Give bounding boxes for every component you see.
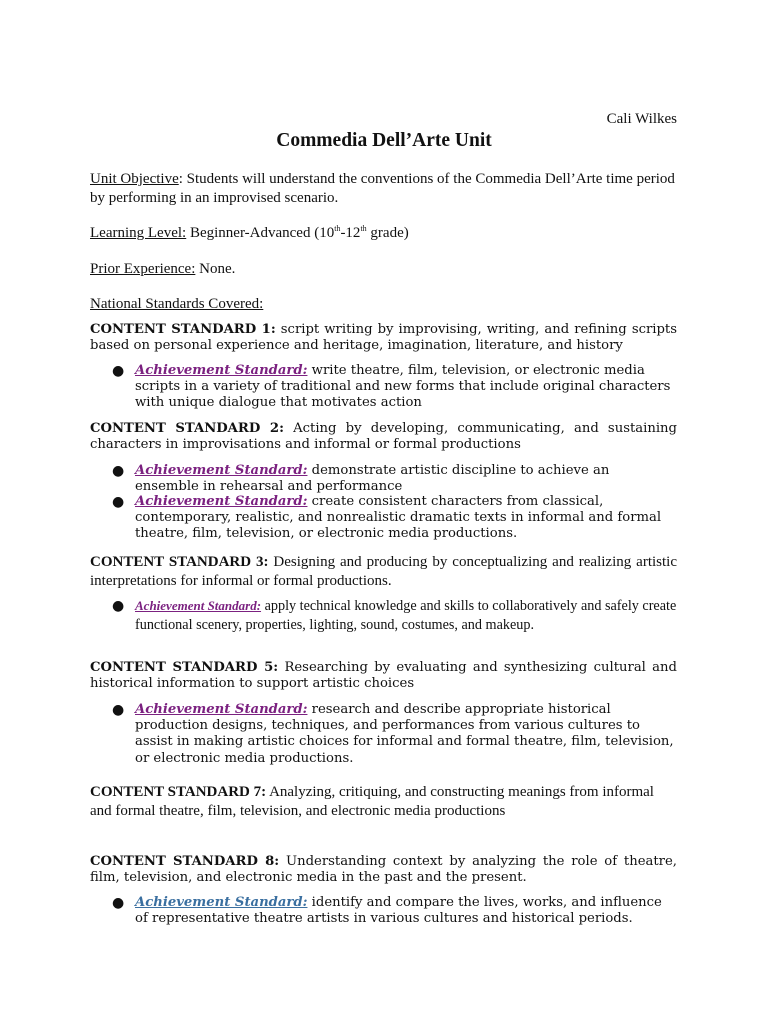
national-standards-heading	[90, 295, 677, 314]
achievement-label: Achievement Standard:	[135, 598, 262, 613]
content-standard-label: CONTENT STANDARD 3:	[90, 554, 269, 570]
achievement-description: create consistent characters from classical, contemporary, realistic, and nonrealistic dramatic texts in informal and formal theatre, film, television, or electronic media productions.	[135, 494, 662, 542]
content-standard-3	[90, 553, 677, 590]
achievement-description: identify and compare the lives, works, and influence of representative theatre artists in various cultures and historical periods.	[135, 895, 662, 927]
achievement-label: Achievement Standard:	[135, 494, 308, 509]
learning-level	[90, 224, 677, 243]
content-standard-7	[90, 783, 677, 820]
bullet-icon: ●	[112, 598, 125, 614]
content-standard-label: CONTENT STANDARD 5:	[90, 660, 279, 675]
bullet-icon: ●	[112, 702, 125, 718]
content-standard-8	[90, 854, 677, 886]
unit-objective-label: Unit Objective	[90, 171, 179, 187]
achievement-label: Achievement Standard:	[135, 895, 308, 910]
content-standard-text: Analyzing, critiquing, and constructing meanings from informal and formal theatre, film, television, and electronic media productions	[90, 784, 654, 819]
unit-objective	[90, 170, 677, 207]
bullet-icon: ●	[112, 463, 125, 479]
prior-experience-label: Prior Experience:	[90, 261, 196, 277]
achievement-description: apply technical knowledge and skills to collaboratively and safely create functional scenery, properties, lighting, sound, costumes, and makeup.	[135, 598, 677, 633]
content-standard-text: Acting by developing, communicating, and sustaining characters in improvisations and informal or formal productions	[90, 421, 677, 453]
content-standard-1	[90, 322, 677, 354]
unit-objective-text: : Students will understand the conventions of the Commedia Dell’Arte time period by performing in an improvised scenario.	[90, 171, 675, 206]
achievement-text	[135, 895, 677, 927]
achievement-description: research and describe appropriate historical production designs, techniques, and performances from various cultures to assist in making artistic choices for informal and formal theatre, film, television, or electronic media productions.	[135, 702, 674, 766]
national-standards-label: National Standards Covered:	[90, 296, 264, 312]
bullet-icon: ●	[112, 895, 125, 911]
learning-level-sup-b: th	[360, 224, 367, 233]
achievement-text	[135, 494, 677, 543]
content-standard-5	[90, 660, 677, 692]
prior-experience-text: None.	[195, 261, 236, 277]
prior-experience	[90, 260, 677, 279]
learning-level-sup-a: th	[334, 224, 341, 233]
content-standard-label: CONTENT STANDARD 7:	[90, 784, 267, 800]
achievement-label: Achievement Standard:	[135, 363, 308, 378]
learning-level-label: Learning Level:	[90, 225, 187, 241]
content-standard-text: Understanding context by analyzing the role of theatre, film, television, and electronic media in the past and the present.	[90, 854, 677, 886]
content-standard-text: script writing by improvising, writing, and refining scripts based on personal experience and heritage, imagination, literature, and history	[90, 322, 677, 354]
content-standard-label: CONTENT STANDARD 2:	[90, 421, 284, 436]
learning-level-text-c: grade)	[366, 225, 409, 241]
author-name: Cali Wilkes	[606, 111, 677, 127]
content-standard-text: Researching by evaluating and synthesizing cultural and historical information to support artistic choices	[90, 660, 677, 692]
bullet-icon: ●	[112, 363, 125, 379]
content-standard-label: CONTENT STANDARD 8:	[90, 854, 280, 869]
content-standard-text: Designing and producing by conceptualizing and realizing artistic interpretations for informal or formal productions.	[90, 554, 677, 589]
content-standard-label: CONTENT STANDARD 1:	[90, 322, 276, 337]
achievement-text	[135, 463, 677, 495]
page-title: Commedia Dell’Arte Unit	[276, 130, 492, 151]
achievement-text	[135, 363, 677, 412]
learning-level-text-a: Beginner-Advanced (10	[186, 225, 335, 241]
achievement-description: demonstrate artistic discipline to achieve an ensemble in rehearsal and performance	[135, 463, 610, 495]
learning-level-text-b: -12	[340, 225, 361, 241]
bullet-icon: ●	[112, 494, 125, 510]
content-standard-2	[90, 421, 677, 453]
achievement-description: write theatre, film, television, or electronic media scripts in a variety of traditional and new forms that include original characters with unique dialogue that motivates action	[135, 363, 671, 411]
achievement-text	[135, 702, 677, 767]
achievement-text	[135, 597, 677, 634]
achievement-label: Achievement Standard:	[135, 463, 308, 478]
achievement-label: Achievement Standard:	[135, 702, 308, 717]
